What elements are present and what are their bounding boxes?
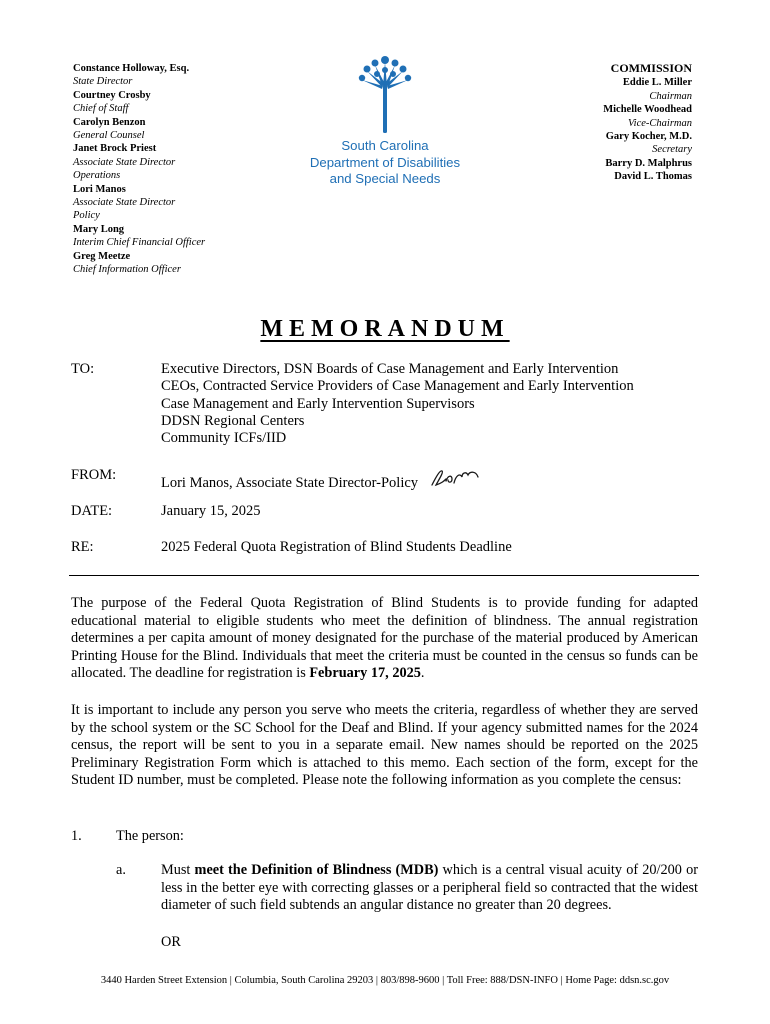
to-recipient-line: CEOs, Contracted Service Providers of Case Management and Early Intervention (161, 378, 634, 395)
commission-member-name: Gary Kocher, M.D. (605, 131, 692, 143)
to-recipient-line: Executive Directors, DSN Boards of Case Management and Early Intervention (161, 361, 619, 377)
header-divider (69, 575, 699, 576)
staff-title: Operations (73, 170, 121, 182)
commission-list (492, 62, 692, 184)
staff-title: Interim Chief Financial Officer (73, 237, 206, 249)
staff-name: Greg Meetze (73, 250, 131, 262)
commission-member-name: Barry D. Malphrus (605, 157, 692, 169)
staff-name: Lori Manos (73, 183, 126, 195)
sub-item-letter: a. (116, 862, 126, 878)
mdb-definition: meet the Definition of Blindness (MDB) (194, 862, 439, 878)
date-value: January 15, 2025 (161, 503, 261, 519)
date-label: DATE: (71, 503, 113, 519)
re-value: 2025 Federal Quota Registration of Blind Students Deadline (161, 539, 512, 555)
commission-member-name: Michelle Woodhead (603, 104, 692, 116)
staff-title: Associate State Director (73, 197, 176, 209)
or-text: OR (161, 934, 181, 950)
staff-name: Mary Long (73, 223, 125, 235)
from-name: Lori Manos, Associate State Director-Policy (161, 475, 419, 491)
memo-title: MEMORANDUM (260, 316, 510, 342)
logo-line-1: South Carolina (341, 138, 429, 153)
list-item-text: The person: (116, 828, 184, 844)
logo-line-3: and Special Needs (329, 171, 441, 186)
commission-member-title: Secretary (652, 144, 692, 156)
sub-item-text (161, 862, 698, 915)
commission-member-title: Vice-Chairman (628, 117, 692, 129)
sub-item-pre: Must (161, 862, 195, 878)
body-paragraph-2: It is important to include any person you serve who meets the criteria, regardless of whether they are served by the school system or the SC School for the Deaf and Blind. If your agency submitted names for the 2024 census, the report will be sent to you in a separate email. New names should be reported on the 2025 Preliminary Registration Form which is attached to this memo. Each section of the form, except for the Student ID number, must be completed. Please note the following information as you complete the census: (71, 702, 698, 789)
to-recipients (161, 361, 721, 447)
staff-name: Constance Holloway, Esq. (73, 63, 190, 74)
re-label: RE: (71, 539, 94, 555)
to-label: TO: (71, 361, 95, 377)
to-recipient-line: DDSN Regional Centers (161, 412, 305, 429)
staff-title: General Counsel (73, 130, 145, 142)
commission-heading: COMMISSION (610, 61, 692, 75)
staff-title: State Director (73, 76, 133, 88)
staff-title: Associate State Director (73, 156, 176, 168)
p1-text: The purpose of the Federal Quota Registration of Blind Students is to provide funding for adapted educational material to eligible students who meet the definition of blindness. The annual registration determines a per capita amount of money designated for the purchase of the material produced by American Printing House for the Blind. Individuals that meet the criteria must be counted in the census so funds can be allocated. The deadline for registration is (71, 595, 698, 682)
staff-name: Carolyn Benzon (73, 116, 146, 128)
signature-initials-icon (428, 467, 484, 489)
palmetto-tree-icon (355, 52, 415, 138)
sub-item-post: which is a central visual acuity of 20/200 or less in the better eye with correcting glasses or a peripheral field so contracted that the widest diameter of such field subtends an angular distance no greater than 20 degrees. (161, 862, 698, 914)
commission-member-title: Chairman (649, 90, 692, 102)
staff-list (73, 62, 273, 277)
logo-line-2: Department of Disabilities (309, 154, 461, 170)
from-value (161, 467, 721, 492)
from-label: FROM: (71, 467, 117, 483)
staff-title: Chief of Staff (73, 103, 129, 115)
commission-member-name: Eddie L. Miller (622, 77, 692, 89)
list-item-number: 1. (71, 828, 82, 844)
staff-name: Courtney Crosby (73, 89, 151, 101)
deadline-date: February 17, 2025 (309, 665, 421, 682)
staff-title: Policy (73, 210, 100, 222)
staff-name: Janet Brock Priest (73, 143, 157, 155)
to-recipient-line: Community ICFs/IID (161, 430, 287, 447)
staff-title: Chief Information Officer (73, 264, 181, 276)
commission-member-name: David L. Thomas (614, 171, 692, 183)
body-paragraph-1 (71, 595, 698, 683)
p1-end: . (420, 665, 425, 682)
footer-contact: 3440 Harden Street Extension | Columbia, South Carolina 29203 | 803/898-9600 | Toll Free: 888/DSN-INFO | Home Page: ddsn.sc.gov (100, 975, 670, 986)
to-recipient-line: Case Management and Early Intervention Supervisors (161, 395, 475, 412)
ddsn-logo (300, 52, 470, 188)
